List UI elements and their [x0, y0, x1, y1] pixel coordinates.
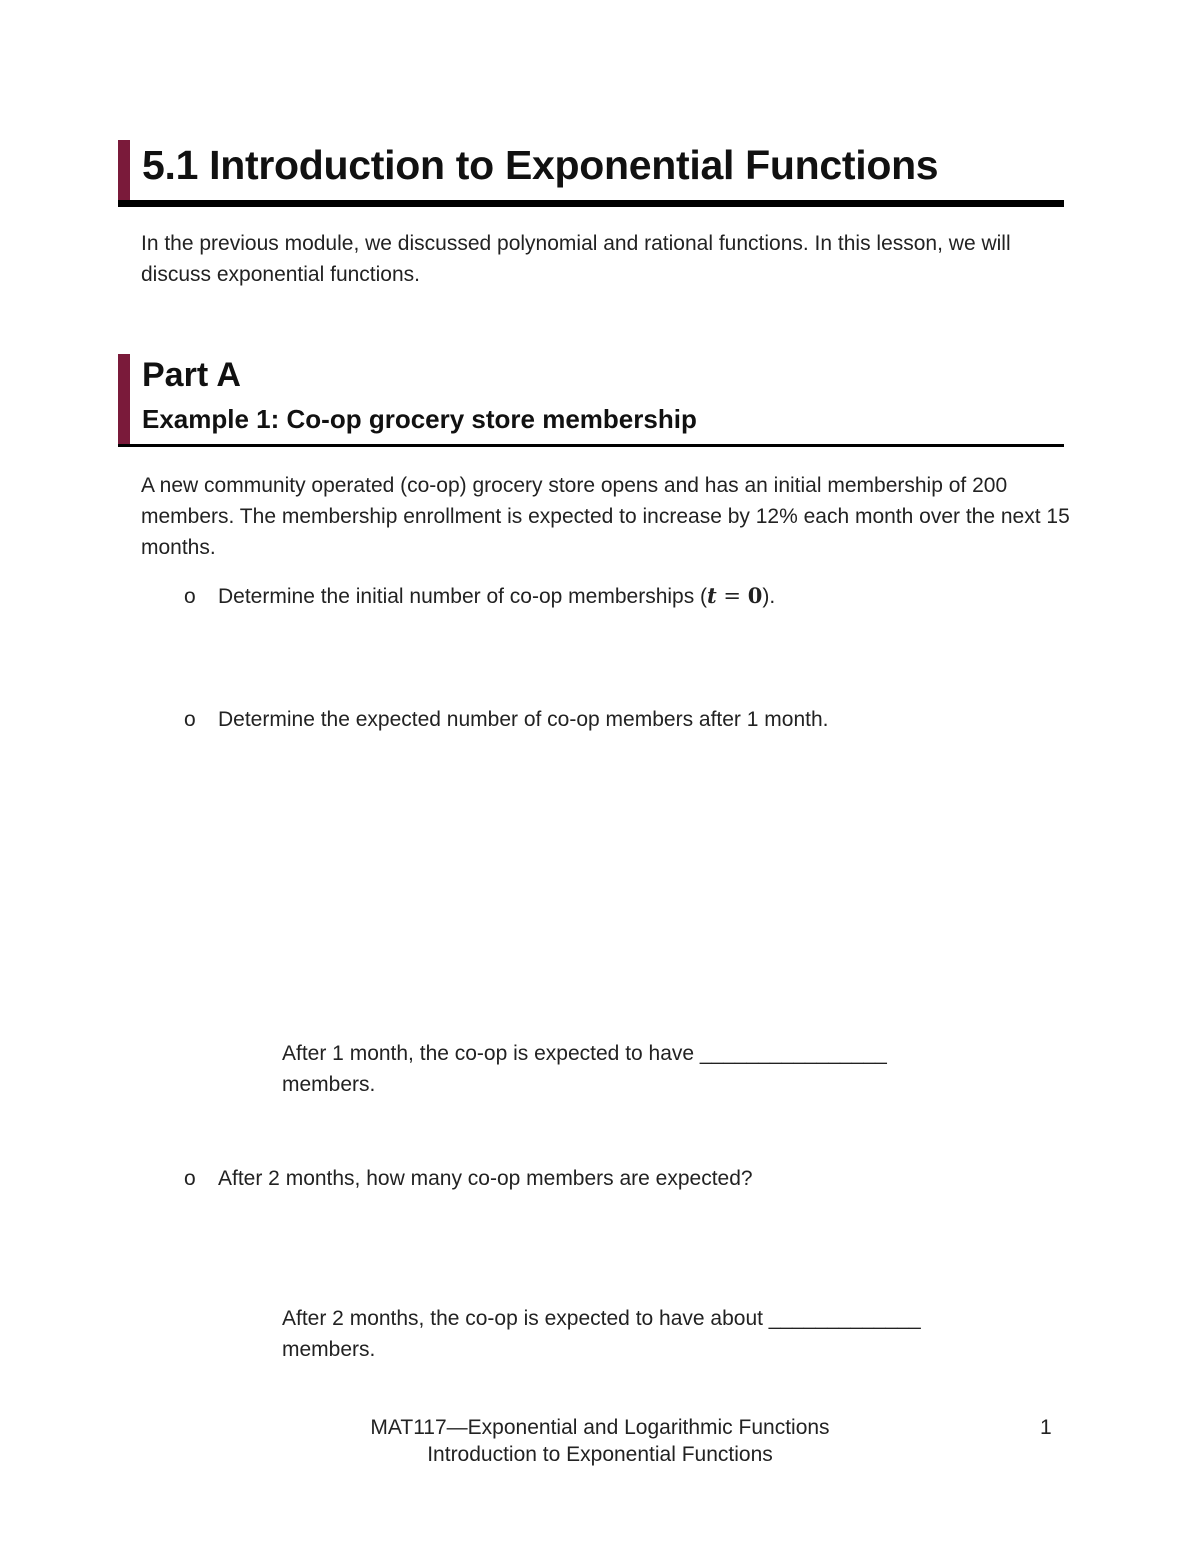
math-expression [707, 584, 762, 608]
footer-lesson: Introduction to Exponential Functions [427, 1443, 773, 1466]
part-a-block [118, 354, 1064, 448]
bullet-marker: o [184, 1167, 196, 1190]
question-1-text: Determine the initial number of co-op memberships ( [218, 585, 708, 608]
question-3 [184, 1163, 753, 1194]
problem-paragraph: A new community operated (co-op) grocery store opens and has an initial membership of 200 members. The membership enrollment is expected to increase by 12% each month over the next 15 months. [141, 474, 1070, 559]
question-1 [184, 580, 775, 612]
math-variable: t [707, 583, 717, 608]
math-value: 0 [747, 583, 763, 608]
answer-2-line1: After 2 months, the co-op is expected to have about _____________ [282, 1307, 921, 1330]
part-rule [118, 444, 1064, 447]
intro-paragraph: In the previous module, we discussed polynomial and rational functions. In this lesson, we will discuss exponential functions. [141, 232, 1011, 286]
title-accent-bar [118, 140, 130, 200]
answer-prompt-1 [282, 1038, 1042, 1100]
page-number: 1 [1040, 1416, 1052, 1439]
answer-prompt-2 [282, 1303, 1042, 1365]
title-rule [118, 200, 1064, 207]
part-heading: Part A [142, 356, 241, 394]
answer-1-line1: After 1 month, the co-op is expected to have ________________ [282, 1042, 887, 1065]
footer-course: MAT117—Exponential and Logarithmic Functions [370, 1416, 830, 1439]
math-equals: = [716, 584, 748, 608]
bullet-marker: o [184, 708, 196, 731]
footer [0, 1414, 1200, 1468]
answer-1-line2: members. [282, 1073, 376, 1096]
question-2 [184, 704, 828, 735]
page-title: 5.1 Introduction to Exponential Functions [142, 142, 939, 188]
example-title: Example 1: Co-op grocery store membership [142, 404, 697, 434]
answer-2-line2: members. [282, 1338, 376, 1361]
bullet-marker: o [184, 585, 196, 608]
title-block [118, 140, 1064, 208]
question-1-end: ). [762, 585, 776, 608]
question-2-text: Determine the expected number of co-op members after 1 month. [218, 708, 829, 731]
question-3-text: After 2 months, how many co-op members are expected? [218, 1167, 753, 1190]
part-accent-bar [118, 354, 130, 445]
